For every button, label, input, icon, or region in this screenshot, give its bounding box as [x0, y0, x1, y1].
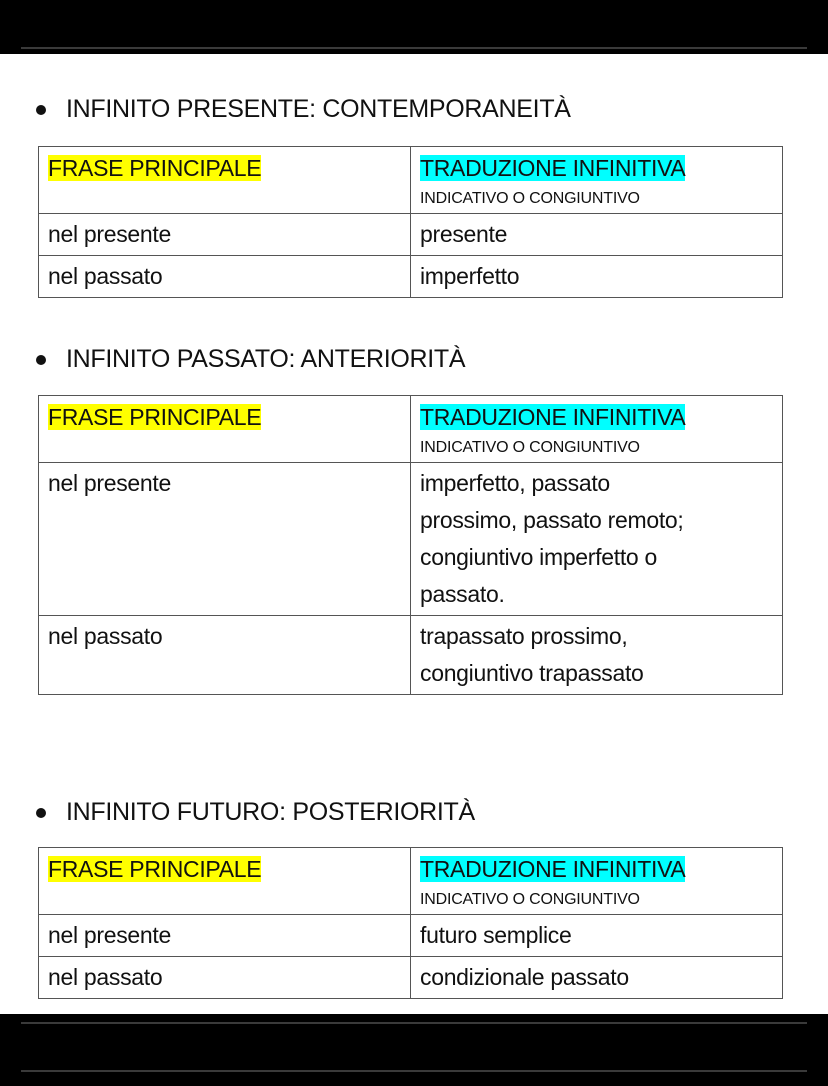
main-cell: nel passato: [39, 616, 411, 695]
col1-header: FRASE PRINCIPALE: [48, 155, 262, 181]
col2-subheader: INDICATIVO O CONGIUNTIVO: [420, 190, 640, 207]
main-cell: nel presente: [39, 214, 411, 256]
heading-text: INFINITO PASSATO: ANTERIORITÀ: [66, 345, 466, 373]
table-row: [39, 463, 783, 616]
header-cell: [411, 848, 783, 915]
col2-subheader: INDICATIVO O CONGIUNTIVO: [420, 439, 640, 456]
col2-subheader: INDICATIVO O CONGIUNTIVO: [420, 891, 640, 908]
section-heading: [36, 345, 465, 374]
table-row: [39, 957, 783, 999]
bullet-icon: [36, 355, 46, 365]
table-row: [39, 214, 783, 256]
heading-text: INFINITO FUTURO: POSTERIORITÀ: [66, 798, 475, 826]
main-cell: nel passato: [39, 957, 411, 999]
translation-line: congiuntivo trapassato: [420, 660, 644, 686]
table-header-row: [39, 396, 783, 463]
translation-cell: futuro semplice: [411, 915, 783, 957]
translation-line: congiuntivo imperfetto o: [420, 544, 657, 570]
translation-line: prossimo, passato remoto;: [420, 507, 684, 533]
header-cell: [411, 147, 783, 214]
translation-line: imperfetto, passato: [420, 470, 610, 496]
header-cell: [39, 396, 411, 463]
table-header-row: [39, 848, 783, 915]
col1-header: FRASE PRINCIPALE: [48, 856, 262, 882]
header-cell: [39, 848, 411, 915]
tense-table: [38, 847, 783, 999]
section-heading: [36, 798, 475, 827]
table-row: [39, 616, 783, 695]
translation-cell: imperfetto: [411, 256, 783, 298]
translation-cell: [411, 463, 783, 616]
bullet-icon: [36, 808, 46, 818]
col2-header: TRADUZIONE INFINITIVA: [420, 856, 686, 882]
translation-cell: [411, 616, 783, 695]
bullet-icon: [36, 105, 46, 115]
header-cell: [39, 147, 411, 214]
main-cell: nel presente: [39, 463, 411, 616]
top-black-bar: [0, 0, 828, 54]
table-header-row: [39, 147, 783, 214]
bottom-black-bar: [0, 1014, 828, 1086]
tense-table: [38, 146, 783, 298]
table-row: [39, 915, 783, 957]
section-heading: [36, 95, 571, 124]
col1-header: FRASE PRINCIPALE: [48, 404, 262, 430]
heading-text: INFINITO PRESENTE: CONTEMPORANEITÀ: [66, 95, 571, 123]
translation-cell: presente: [411, 214, 783, 256]
main-cell: nel passato: [39, 256, 411, 298]
table-row: [39, 256, 783, 298]
translation-line: passato.: [420, 581, 505, 607]
divider: [21, 1022, 807, 1024]
header-cell: [411, 396, 783, 463]
translation-line: trapassato prossimo,: [420, 623, 628, 649]
col2-header: TRADUZIONE INFINITIVA: [420, 404, 686, 430]
translation-cell: condizionale passato: [411, 957, 783, 999]
divider: [21, 47, 807, 49]
tense-table: [38, 395, 783, 695]
main-cell: nel presente: [39, 915, 411, 957]
col2-header: TRADUZIONE INFINITIVA: [420, 155, 686, 181]
divider: [21, 1070, 807, 1072]
